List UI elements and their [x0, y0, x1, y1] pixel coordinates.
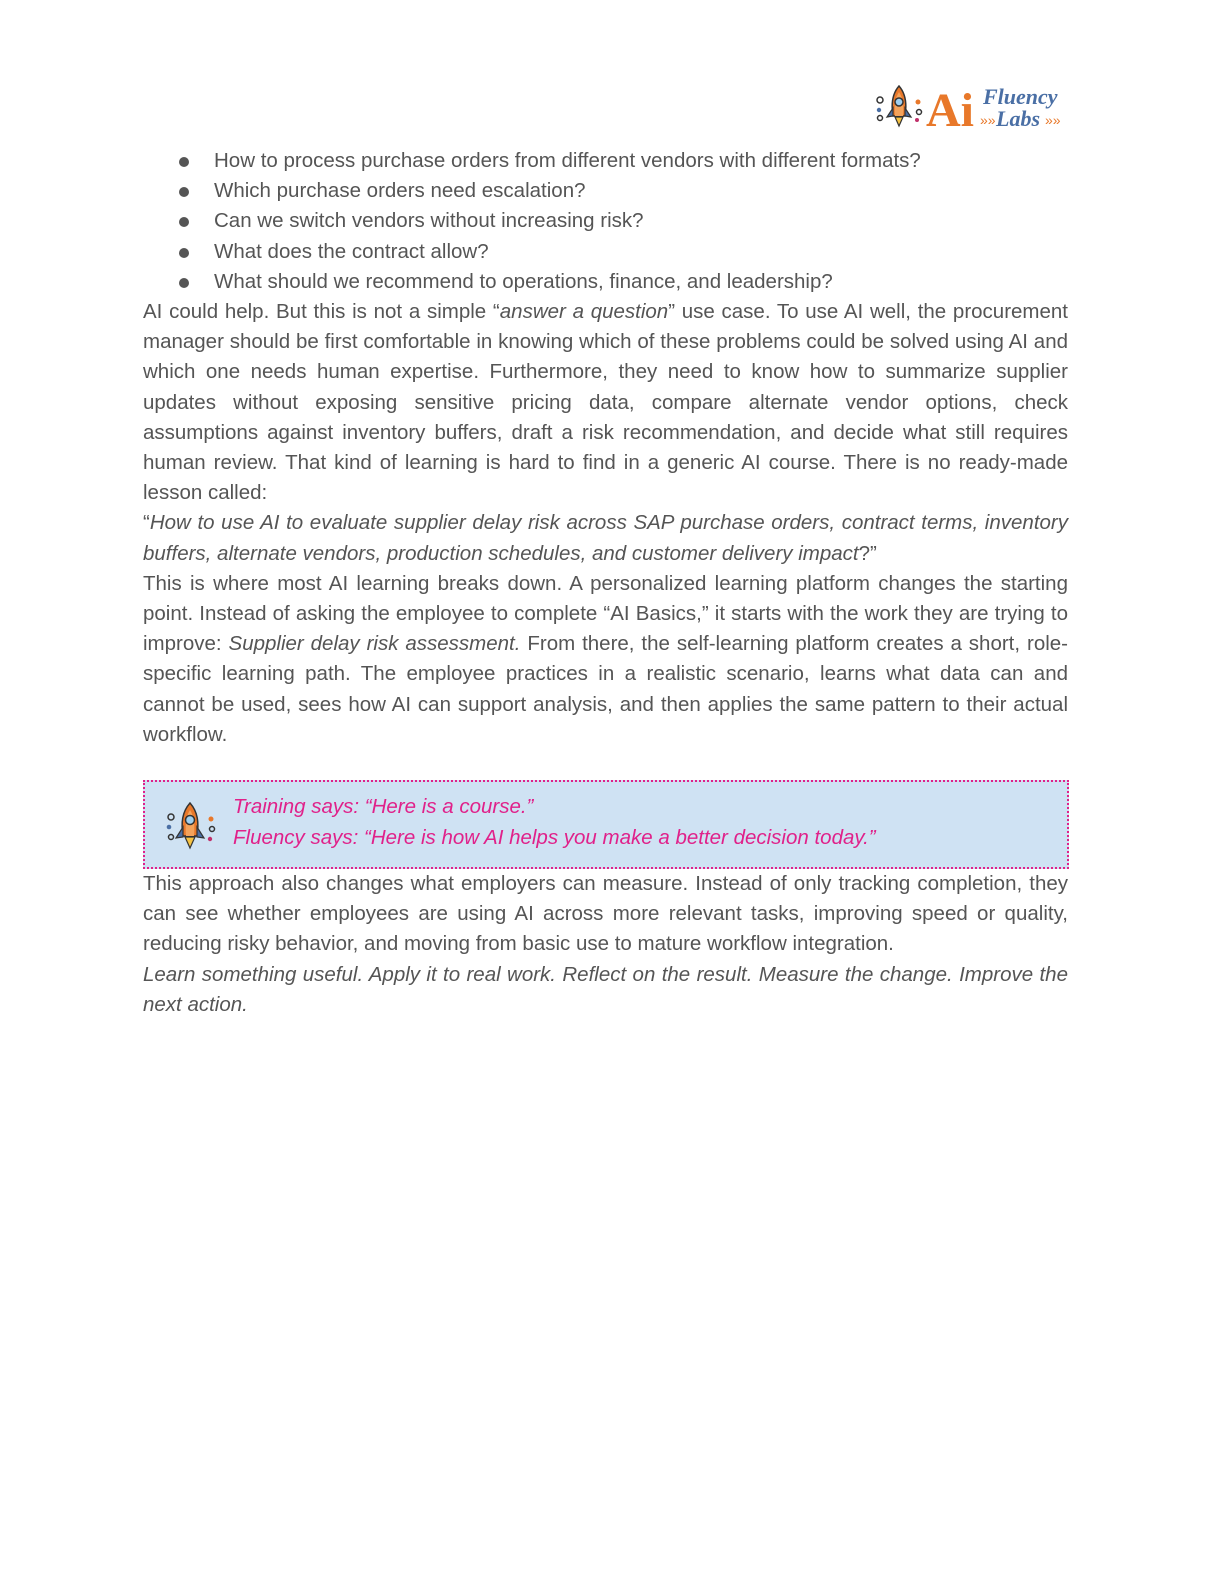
lesson-title-quote: “How to use AI to evaluate supplier delay risk across SAP purchase orders, contract terms, inventory buffers, alternate vendors, production schedules, and customer delivery impact?” [143, 511, 1068, 565]
question-list [143, 146, 1068, 297]
callout-training-line: Training says: “Here is a course.” [233, 795, 534, 819]
document-body [143, 146, 1068, 1020]
list-item: What does the contract allow? [143, 237, 1068, 267]
bullet-dot [179, 217, 189, 227]
list-item: What should we recommend to operations, finance, and leadership? [143, 267, 1068, 297]
ai-fluency-labs-logo [874, 82, 1064, 132]
logo-fluency-text: Fluency [983, 84, 1058, 109]
logo-ai-text: Ai [926, 84, 974, 132]
list-item: Can we switch vendors without increasing risk? [143, 206, 1068, 236]
rocket-icon [877, 86, 922, 126]
bullet-dot [179, 278, 189, 288]
list-item: Which purchase orders need escalation? [143, 176, 1068, 206]
closing-statement: Learn something useful. Apply it to real work. Reflect on the result. Measure the change. Improve the next action. [143, 962, 1068, 1016]
paragraph-ai-could-help: AI could help. But this is not a simple “answer a question” use case. To use AI well, the procurement manager should be first comfortable in knowing which of these problems could be solved using AI and which one needs human expertise. Furthermore, they need to know how to summarize supplier updates without exposing sensitive pricing data, compare alternate vendor options, check assumptions against inventory buffers, draft a risk recommendation, and decide what still requires human review. That kind of learning is hard to find in a generic AI course. There is no ready-made lesson called: [143, 300, 1069, 505]
bullet-dot [179, 187, 189, 197]
bullet-dot [179, 157, 189, 167]
rocket-icon [163, 801, 217, 853]
callout-box [143, 780, 1069, 869]
paragraph-learning-breaks-down: This is where most AI learning breaks down. A personalized learning platform changes the starting point. Instead of asking the employee to complete “AI Basics,” it starts with the work they are trying to improve: Supplier delay risk assessment. From there, the self-learning platform creates a short, role-specific learning path. The employee practices in a realistic scenario, learns what data can and cannot be used, sees how AI can support analysis, and then applies the same pattern to their actual workflow. [143, 571, 1068, 746]
paragraph-employers-measure: This approach also changes what employers can measure. Instead of only tracking completion, they can see whether employees are using AI across more relevant tasks, improving speed or quality, reducing risky behavior, and moving from basic use to mature workflow integration. [143, 872, 1068, 956]
bullet-dot [179, 248, 189, 258]
logo-arrows-right: »» [1045, 112, 1061, 128]
logo-arrows-left: »» [980, 112, 996, 128]
list-item: How to process purchase orders from different vendors with different formats? [143, 146, 1068, 176]
callout-fluency-line: Fluency says: “Here is how AI helps you make a better decision today.” [233, 826, 876, 850]
callout-text [233, 791, 876, 853]
logo-labs-text: Labs [996, 106, 1040, 131]
